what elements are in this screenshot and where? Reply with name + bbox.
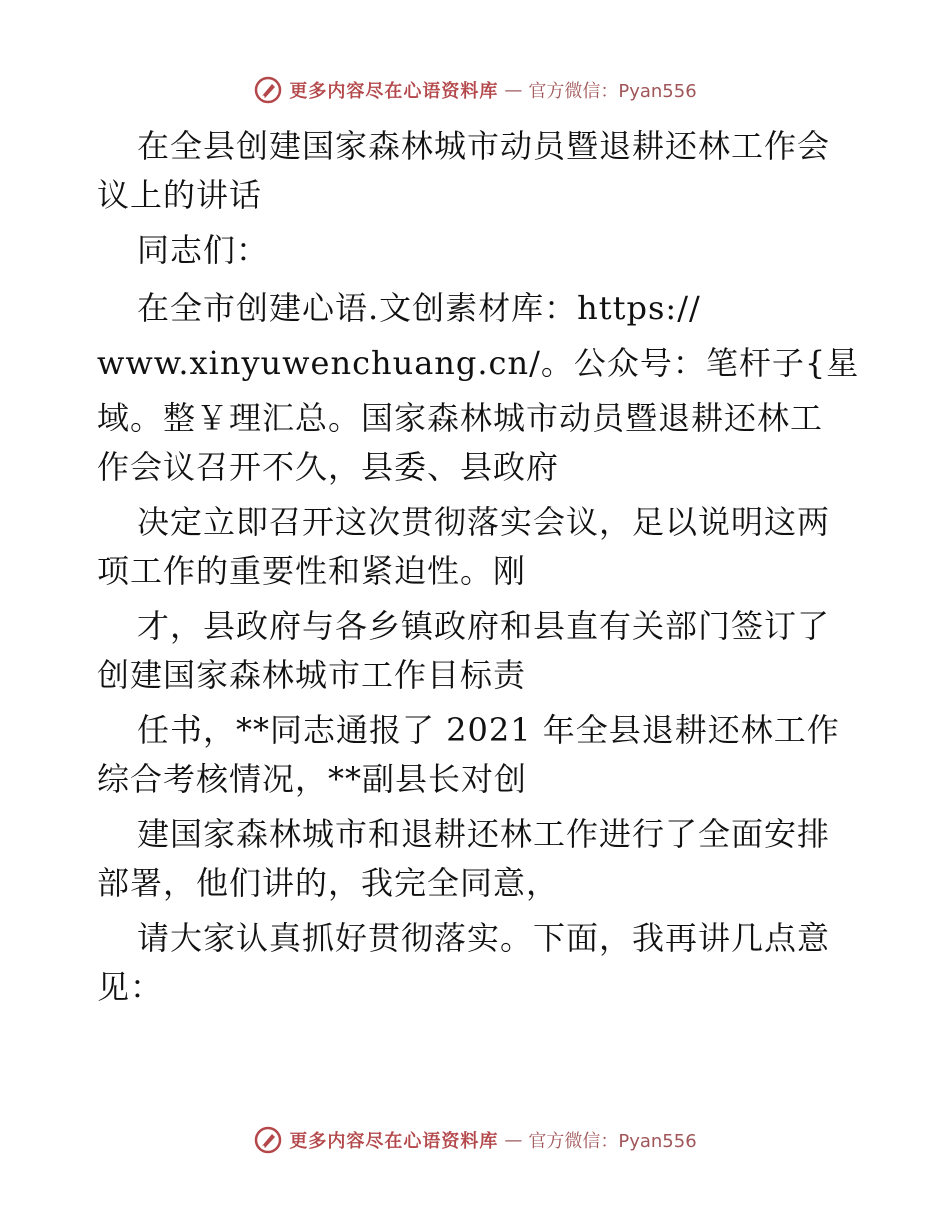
pen-circle-icon — [253, 1125, 283, 1155]
watermark-separator: — — [504, 1129, 523, 1151]
text-line: 决定立即召开这次贯彻落实会议，足以说明这两 — [137, 503, 831, 541]
title-line-2: 议上的讲话 — [97, 176, 263, 214]
text-line: 部署，他们讲的，我完全同意， — [97, 864, 560, 902]
watermark-footer — [0, 1120, 950, 1160]
text-line: 任书，**同志通报了 2021 年全县退耕还林工作 — [137, 711, 840, 749]
text-line: www.xinyuwenchuang.cn/。公众号：笔杆子{星 — [97, 344, 860, 382]
text-line: 项工作的重要性和紧迫性。刚 — [97, 552, 527, 590]
text-line: 创建国家森林城市工作目标责 — [97, 656, 527, 694]
text-line: 请大家认真抓好贯彻落实。下面，我再讲几点意 — [137, 919, 831, 957]
text-line: 建国家森林城市和退耕还林工作进行了全面安排 — [137, 815, 831, 853]
text-line: 在全市创建心语.文创素材库：https:// — [137, 289, 701, 327]
watermark-header — [0, 70, 950, 110]
watermark-separator: — — [504, 79, 523, 101]
title-line-1: 在全县创建国家森林城市动员暨退耕还林工作会 — [137, 127, 831, 165]
text-line: 域。整￥理汇总。国家森林城市动员暨退耕还林工 — [97, 399, 824, 437]
pen-circle-icon — [253, 75, 283, 105]
watermark-text: 更多内容尽在心语资料库 — [289, 1131, 499, 1152]
watermark-text: 更多内容尽在心语资料库 — [289, 81, 499, 102]
text-line: 作会议召开不久，县委、县政府 — [97, 448, 560, 486]
text-line: 见： — [97, 968, 164, 1006]
watermark-contact: 官方微信：Pyan556 — [528, 81, 697, 102]
document-body — [97, 122, 860, 1012]
text-line: 综合考核情况，**副县长对创 — [97, 760, 528, 798]
watermark-contact: 官方微信：Pyan556 — [528, 1131, 697, 1152]
text-line: 才，县政府与各乡镇政府和县直有关部门签订了 — [137, 607, 831, 645]
salutation: 同志们： — [137, 231, 270, 269]
